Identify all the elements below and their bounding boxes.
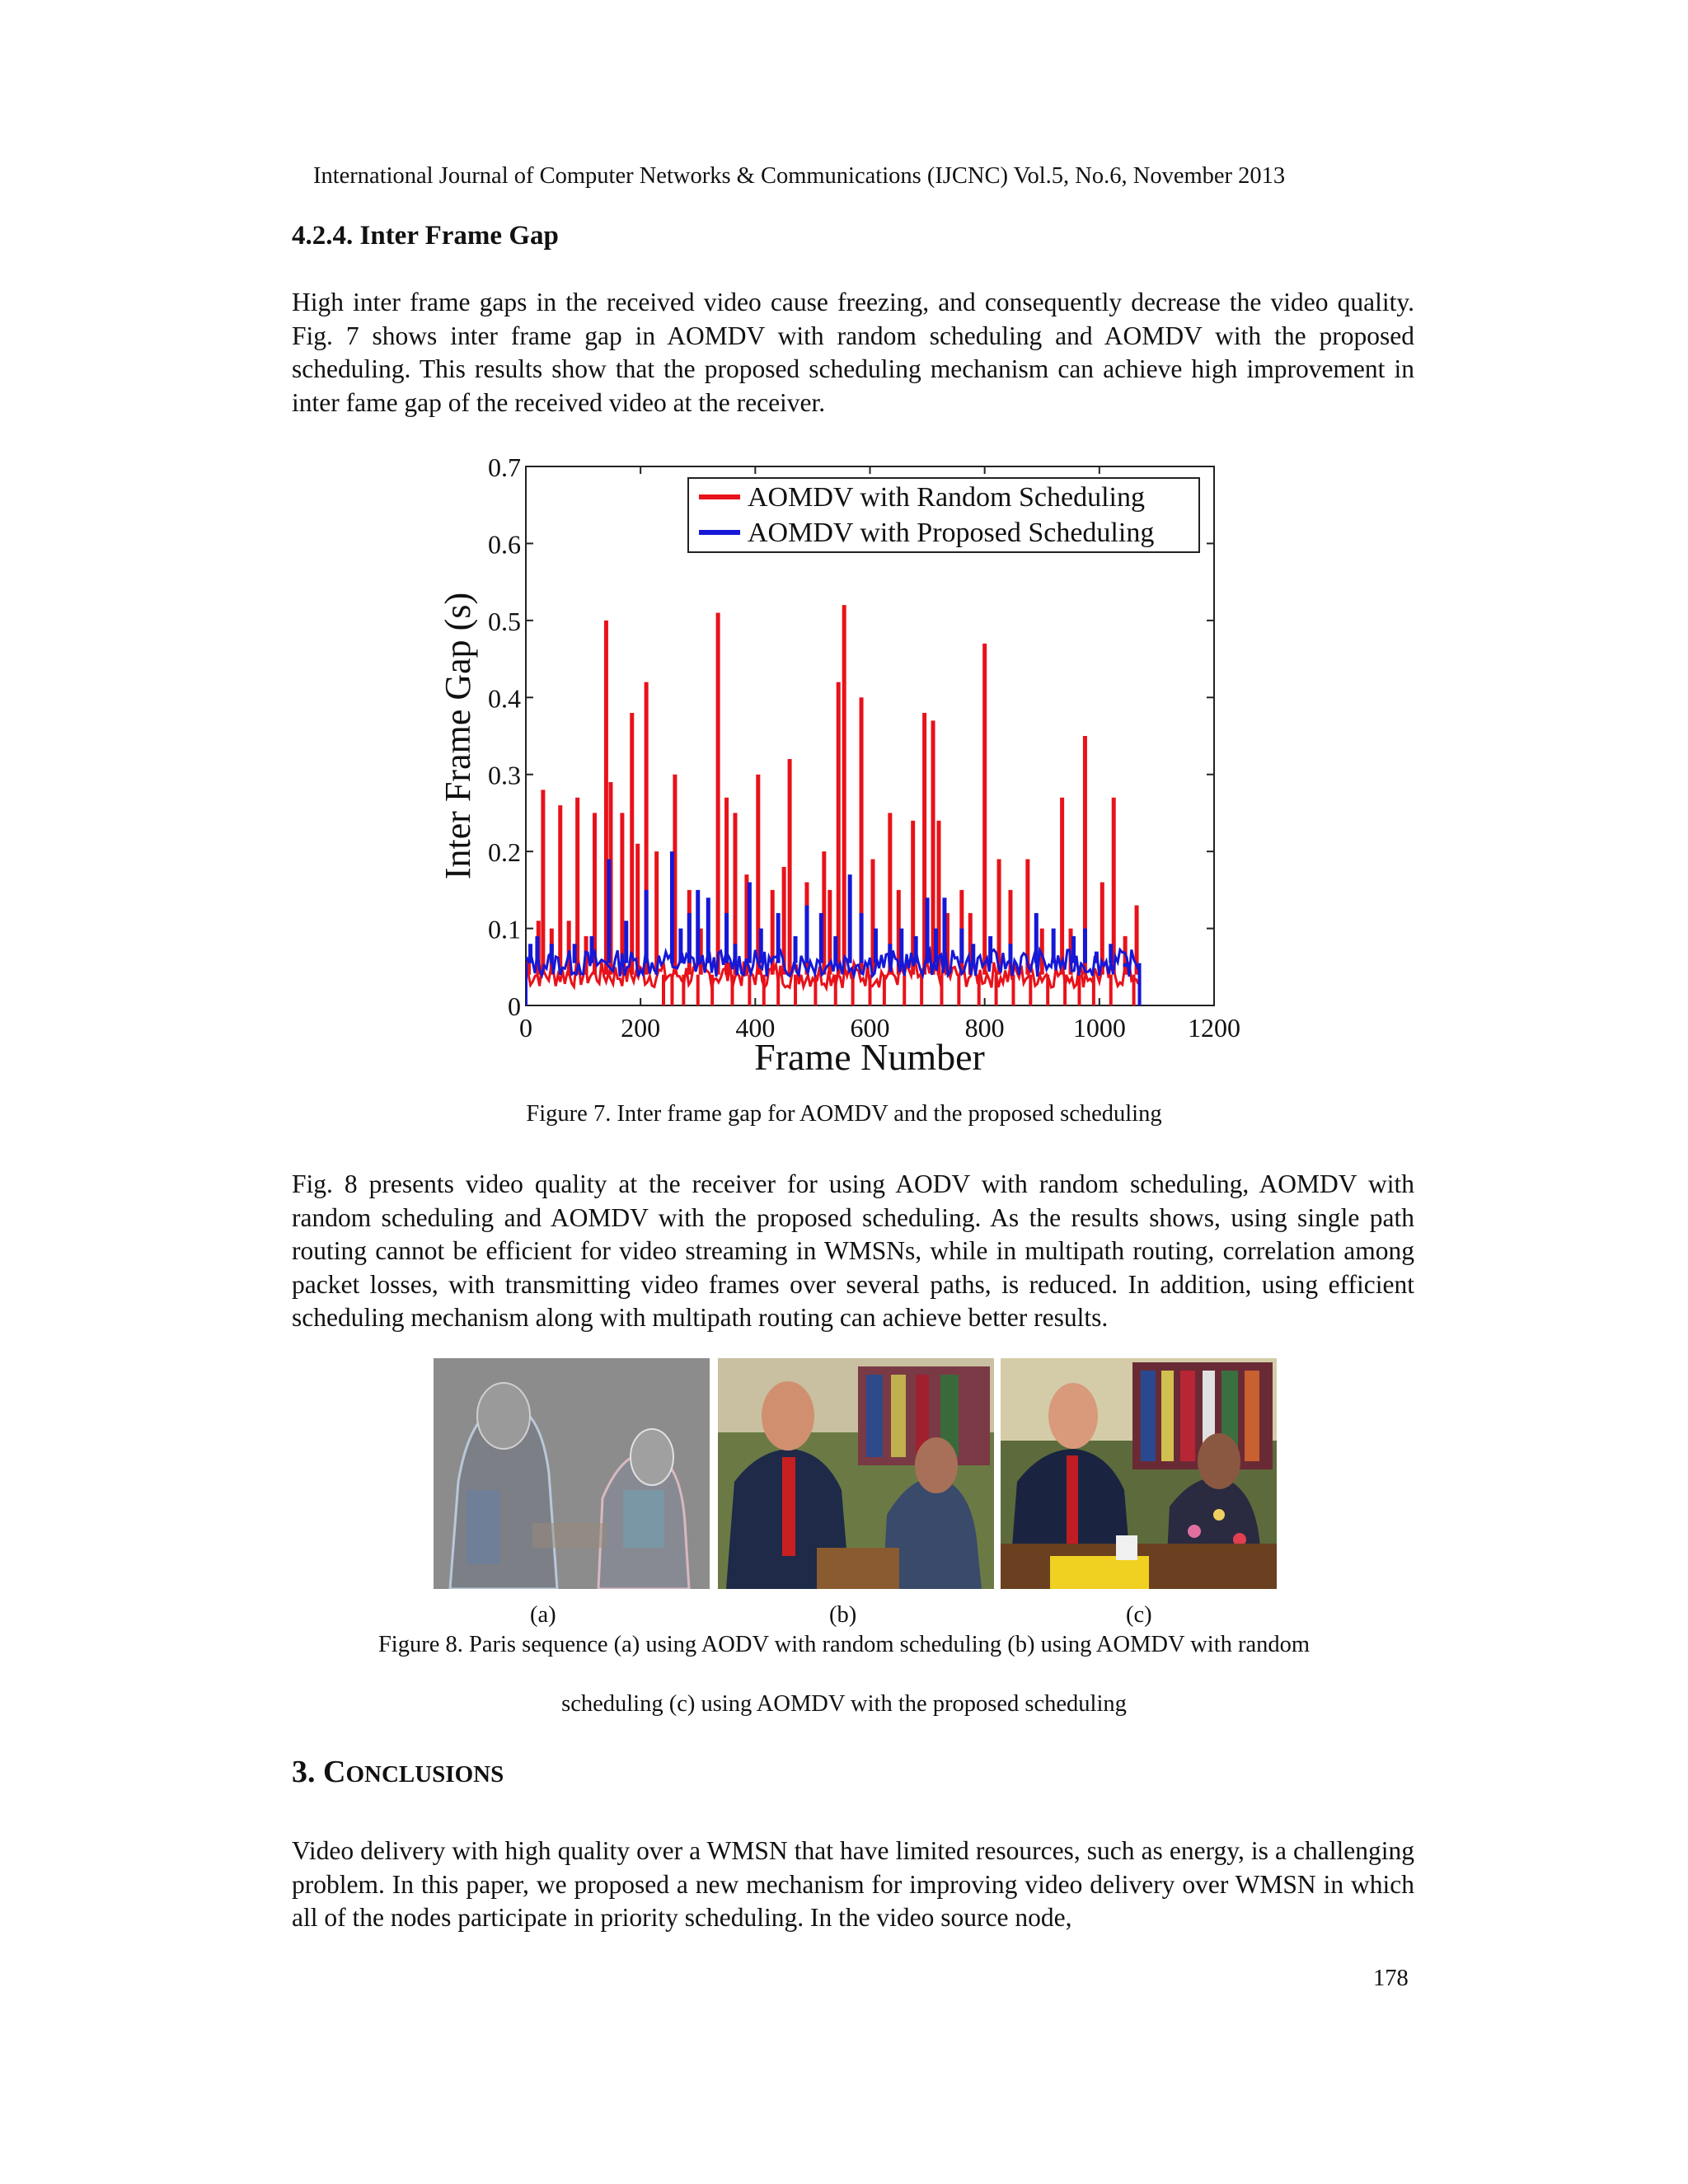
y-tick-label: 0.1 xyxy=(488,914,521,944)
x-tick-label: 200 xyxy=(621,1013,661,1043)
y-tick-label: 0.6 xyxy=(488,529,521,560)
figure8-label-b: (b) xyxy=(829,1602,857,1628)
figure7-caption: Figure 7. Inter frame gap for AOMDV and the proposed scheduling xyxy=(526,1101,1162,1127)
section-title xyxy=(292,1754,504,1790)
section-title-first-letter: C xyxy=(323,1755,346,1789)
legend-label-proposed: AOMDV with Proposed Scheduling xyxy=(748,518,1155,548)
y-tick-label: 0 xyxy=(508,991,521,1021)
x-tick-label: 400 xyxy=(735,1013,776,1043)
figure8-label-c: (c) xyxy=(1126,1602,1152,1628)
section-title-rest: ONCLUSIONS xyxy=(345,1761,504,1788)
figure8-image-a xyxy=(434,1358,710,1589)
x-axis-label: Frame Number xyxy=(754,1036,985,1078)
y-tick-label: 0.5 xyxy=(488,606,521,636)
x-tick-label: 0 xyxy=(519,1013,532,1043)
paragraph-inter-frame-gap: High inter frame gaps in the received video cause freezing, and consequently decrease the video quality. Fig. 7 shows inter frame gap in AOMDV with random scheduling and AOMDV with the proposed scheduling. This results show that the proposed scheduling mechanism can achieve high improvement in inter fame gap of the received video at the receiver. xyxy=(292,288,1414,417)
y-tick-label: 0.4 xyxy=(488,683,521,714)
legend-label-random: AOMDV with Random Scheduling xyxy=(748,482,1145,513)
figure8-image-b xyxy=(718,1358,994,1589)
page-number: 178 xyxy=(1373,1966,1409,1991)
x-tick-label: 800 xyxy=(964,1013,1005,1043)
paragraph-video-quality: Fig. 8 presents video quality at the receiver for using AODV with random scheduling, AOMDV with random scheduling and AOMDV with the proposed scheduling. As the results shows, using single path routing cannot be efficient for video streaming in WMSNs, while in multipath routing, correlation among packet losses, with transmitting video frames over several paths, is reduced. In addition, using efficient scheduling mechanism along with multipath routing can achieve better results. xyxy=(292,1169,1414,1332)
x-tick-label: 1000 xyxy=(1072,1013,1126,1043)
y-tick-label: 0.7 xyxy=(488,453,521,482)
figure8-label-a: (a) xyxy=(530,1602,556,1628)
y-tick-label: 0.2 xyxy=(488,837,521,868)
paragraph-conclusions: Video delivery with high quality over a WMSN that have limited resources, such as energy, is a challenging problem. In this paper, we proposed a new mechanism for improving video delivery over WMSN in which all of the nodes participate in priority scheduling. In the video source node, xyxy=(292,1836,1414,1932)
y-axis-label: Inter Frame Gap (s) xyxy=(438,592,478,880)
subsection-title: 4.2.4. Inter Frame Gap xyxy=(292,221,559,251)
journal-header: International Journal of Computer Networks & Communications (IJCNC) Vol.5, No.6, November 2013 xyxy=(313,163,1286,189)
legend xyxy=(688,478,1199,552)
figure8-caption-line2: scheduling (c) using AOMDV with the proposed scheduling xyxy=(561,1691,1127,1717)
x-tick-label: 1200 xyxy=(1188,1013,1240,1043)
section-number: 3. xyxy=(292,1755,316,1789)
y-tick-label: 0.3 xyxy=(488,760,521,790)
figure8-caption-line1: Figure 8. Paris sequence (a) using AODV with random scheduling (b) using AOMDV with random xyxy=(377,1632,1311,1657)
figure8-image-c xyxy=(1001,1358,1277,1589)
figure7-chart xyxy=(429,453,1253,1088)
x-tick-label: 600 xyxy=(850,1013,890,1043)
